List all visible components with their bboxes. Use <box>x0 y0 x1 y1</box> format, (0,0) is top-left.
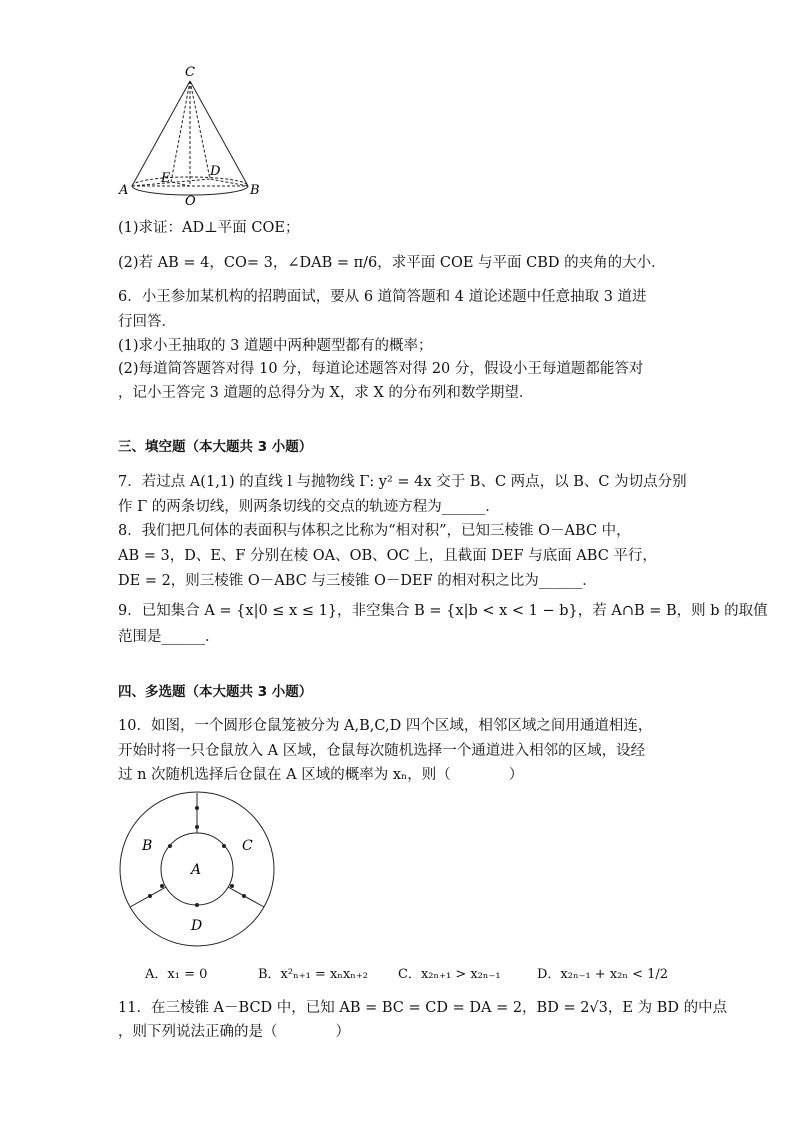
q6-line2: 行回答． <box>118 314 176 330</box>
region-label-b: B <box>142 838 153 854</box>
q10-line1: 10．如图，一个圆形仓鼠笼被分为 A,B,C,D 四个区域，相邻区域之间用通道相连， <box>118 718 653 734</box>
label-o: O <box>185 194 196 209</box>
q10-option-c: C．x₂ₙ₊₁ > x₂ₙ₋₁ <box>398 967 501 982</box>
q10-option-d: D．x₂ₙ₋₁ + x₂ₙ < 1/2 <box>537 967 669 982</box>
q10-option-b: B．x²ₙ₊₁ = xₙxₙ₊₂ <box>258 967 368 982</box>
q9-line2: 范围是______． <box>118 629 220 645</box>
q7-line2: 作 Γ 的两条切线，则两条切线的交点的轨迹方程为______． <box>118 499 500 515</box>
q6-line1: 6．小王参加某机构的招聘面试，要从 6 道简答题和 4 道论述题中任意抽取 3 道进 <box>118 289 647 305</box>
q10-line3: 过 n 次随机选择后仓鼠在 A 区域的概率为 xₙ，则（ ） <box>118 767 524 783</box>
passage-dot-ad <box>195 903 199 907</box>
q9-line1: 9．已知集合 A = {x|0 ≤ x ≤ 1}，非空集合 B = {x|b < x < 1 − b}，若 A∩B = B，则 b 的取值 <box>118 603 768 619</box>
section3-title: 三、填空题（本大题共 3 小题） <box>118 439 313 455</box>
passage-dot-inner-left <box>160 884 164 888</box>
passage-dot-inner-top <box>195 825 199 829</box>
wall-lower-left <box>130 887 166 907</box>
passage-dot-bd <box>148 894 152 898</box>
passage-dot-ac <box>222 844 226 848</box>
passage-dot-ab <box>168 844 172 848</box>
region-label-c: C <box>242 838 253 854</box>
wall-lower-right <box>228 887 264 907</box>
q6-line3: (1)求小王抽取的 3 道题中两种题型都有的概率； <box>118 338 433 354</box>
passage-dot-inner-right <box>230 884 234 888</box>
q6-line4: (2)每道简答题答对得 10 分，每道论述题答对得 20 分，假设小王每道题都能答对 <box>118 361 644 377</box>
cone-figure <box>115 62 275 212</box>
q11-line1: 11．在三棱锥 A－BCD 中，已知 AB = BC = CD = DA = 2，BD = 2√3，E 为 BD 的中点 <box>118 1000 728 1016</box>
segment-ce <box>171 81 190 182</box>
q8-line3: DE = 2，则三棱锥 O－ABC 与三棱锥 O－DEF 的相对积之比为______． <box>118 573 597 589</box>
label-c: C <box>185 65 195 80</box>
q11-line2: ，则下列说法正确的是（ ） <box>118 1024 350 1040</box>
q6-line5: ，记小王答完 3 道题的总得分为 X，求 X 的分布列和数学期望． <box>118 385 534 401</box>
label-b: B <box>250 183 260 198</box>
q10-line2: 开始时将一只仓鼠放入 A 区域，仓鼠每次随机选择一个通道进入相邻的区域，设经 <box>118 743 646 759</box>
hamster-cage-figure <box>118 790 278 950</box>
label-e: E <box>161 171 171 186</box>
q8-line1: 8．我们把几何体的表面积与体积之比称为“相对积”，已知三棱锥 O－ABC 中， <box>118 523 631 539</box>
q7-line1: 7．若过点 A(1,1) 的直线 l 与抛物线 Γ: y² = 4x 交于 B、C 两点，以 B、C 为切点分别 <box>118 474 687 490</box>
segment-oe <box>171 182 190 186</box>
passage-dot-cd <box>242 894 246 898</box>
q10-option-a: A．x₁ = 0 <box>145 967 208 982</box>
q8-line2: AB = 3，D、E、F 分别在棱 OA、OB、OC 上，且截面 DEF 与底面 ABC 平行， <box>118 548 657 564</box>
region-label-d: D <box>191 918 203 934</box>
section4-title: 四、多选题（本大题共 3 小题） <box>118 684 313 700</box>
q5-part2: (2)若 AB = 4，CO= 3，∠DAB = π/6，求平面 COE 与平面 CBD 的夹角的大小． <box>118 255 666 271</box>
region-label-a: A <box>191 862 202 878</box>
passage-dot-bc <box>195 806 199 810</box>
label-d: D <box>210 164 221 179</box>
q5-part1: (1)求证：AD⊥平面 COE； <box>118 220 300 236</box>
segment-cd <box>190 81 210 179</box>
label-a: A <box>119 183 129 198</box>
